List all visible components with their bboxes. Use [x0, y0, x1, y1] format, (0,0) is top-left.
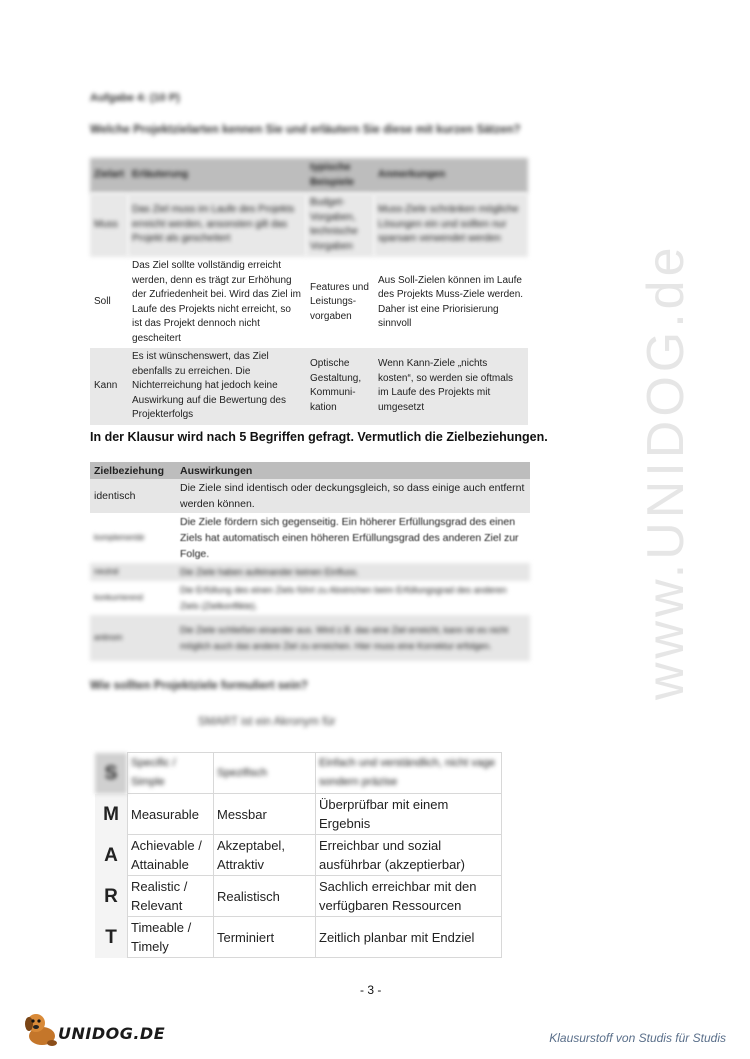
table-cell: identisch: [90, 479, 176, 513]
table-cell: Features und Leistungs-vorgaben: [310, 281, 369, 322]
smart-english: Achievable / Attainable: [128, 835, 214, 876]
table-cell: Wenn Kann-Ziele „nichts kosten“, so werden sie oftmals im Laufe des Projekts mit umgesetzt: [374, 348, 528, 425]
header-zielbeziehung: Zielbeziehung: [90, 462, 176, 479]
dog-icon: [22, 1010, 62, 1048]
table-cell: Es ist wünschenswert, das Ziel ebenfalls zu erreichen. Die Nichterreichung hat jedoch keine Auswirkung auf die Bewertung des Projekterfolgs: [128, 348, 306, 425]
table-cell: Muss-Ziele schränken mögliche Lösungen ein und sollten nur sparsam verwendet werden: [374, 193, 528, 257]
zielarten-table: [90, 158, 528, 425]
header-auswirkungen: Auswirkungen: [176, 462, 530, 479]
table-cell: neutral: [90, 563, 176, 581]
table-cell: [176, 513, 530, 563]
smart-english: Realistic / Relevant: [128, 876, 214, 917]
smart-english: Measurable: [128, 794, 214, 835]
smart-letter: T: [95, 917, 128, 958]
table-cell: Das Ziel sollte vollständig erreicht werden, denn es trägt zur Erhöhung der Zufriedenheit bei. Wird das Ziel im Laufe des Projekts nicht erreicht, so ist das Projekt dennoch nicht gescheitert: [132, 260, 301, 344]
table-cell-text: Die Ziele fördern sich gegenseitig. Ein höherer Erfüllungsgrad des einen Ziels hat automatisch einen höheren Erfüllungsgrad des anderen Ziel zur Folge.: [180, 516, 519, 560]
table-cell: Das Ziel muss im Laufe des Projekts erreicht werden, ansonsten gilt das Projekt als gescheitert: [128, 193, 306, 257]
table-cell: komplementär: [94, 533, 145, 542]
table-cell: Optische Gestaltung, Kommuni-kation: [306, 348, 374, 425]
smart-description: Überprüfbar mit einem Ergebnis: [316, 794, 502, 835]
smart-letter: S: [95, 753, 128, 794]
smart-caption: SMART ist ein Akronym für: [198, 716, 336, 728]
table-cell: Muss: [90, 193, 128, 257]
unidog-logo: [22, 1010, 166, 1048]
smart-description: Erreichbar und sozial ausführbar (akzeptierbar): [316, 835, 502, 876]
page-number: - 3 -: [360, 983, 382, 997]
table-cell: Die Ziele sind identisch oder deckungsgleich, so dass einige auch entfernt werden können.: [176, 479, 530, 513]
question-1: Welche Projektzielarten kennen Sie und erläutern Sie diese mit kurzen Sätzen?: [90, 124, 521, 136]
table-cell: Kann: [90, 348, 128, 425]
watermark: www.UNIDOG.de: [637, 243, 695, 700]
smart-german: Spezifisch: [214, 753, 316, 794]
smart-german: Messbar: [214, 794, 316, 835]
smart-description: Zeitlich planbar mit Endziel: [316, 917, 502, 958]
smart-letter: A: [95, 835, 128, 876]
smart-description: Einfach und verständlich, nicht vage sondern präzise: [316, 753, 502, 794]
smart-table: [95, 752, 502, 958]
header-erlaeuterung: Erläuterung: [128, 158, 306, 193]
task-heading: Aufgabe 4: (10 P): [90, 92, 180, 104]
smart-german: Akzeptabel, Attraktiv: [214, 835, 316, 876]
table-cell: konkurrierend: [94, 593, 143, 602]
smart-german: Realistisch: [214, 876, 316, 917]
zielbeziehungen-table: [90, 462, 530, 661]
table-cell: antinom: [90, 615, 176, 661]
logo-text: UNIDOG.DE: [58, 1024, 166, 1043]
smart-letter: M: [95, 794, 128, 835]
table-cell: Soll: [94, 296, 111, 308]
table-cell: Budget-Vorgaben, technische Vorgaben: [306, 193, 374, 257]
question-2: Wie sollten Projektziele formuliert sein?: [90, 680, 308, 692]
table-cell: Die Erfüllung des einen Ziels führt zu Abstrichen beim Erfüllungsgrad des anderen Ziels (Zielkonflikte).: [180, 585, 507, 611]
header-beispiele: typische Beispiele: [306, 158, 374, 193]
header-anmerkungen: Anmerkungen: [374, 158, 528, 193]
header-zielart: Zielart: [90, 158, 128, 193]
exam-note: In der Klausur wird nach 5 Begriffen gefragt. Vermutlich die Zielbeziehungen.: [90, 430, 548, 444]
table-cell: Die Ziele schließen einander aus. Wird z.B. das eine Ziel erreicht, kann ist es nicht möglich auch das andere Ziel zu erreichen. Hier muss eine Korrektur erfolgen.: [176, 615, 530, 661]
smart-english: Specific / Simple: [128, 753, 214, 794]
smart-english: Timeable / Timely: [128, 917, 214, 958]
smart-description: Sachlich erreichbar mit den verfügbaren Ressourcen: [316, 876, 502, 917]
table-cell: Die Ziele haben aufeinander keinen Einfluss.: [176, 563, 530, 581]
smart-letter: R: [95, 876, 128, 917]
table-cell: Aus Soll-Zielen können im Laufe des Projekts Muss-Ziele werden. Daher ist eine Priorisierung sinnvoll: [377, 274, 524, 329]
smart-german: Terminiert: [214, 917, 316, 958]
footer-slogan: Klausurstoff von Studis für Studis: [549, 1031, 726, 1045]
